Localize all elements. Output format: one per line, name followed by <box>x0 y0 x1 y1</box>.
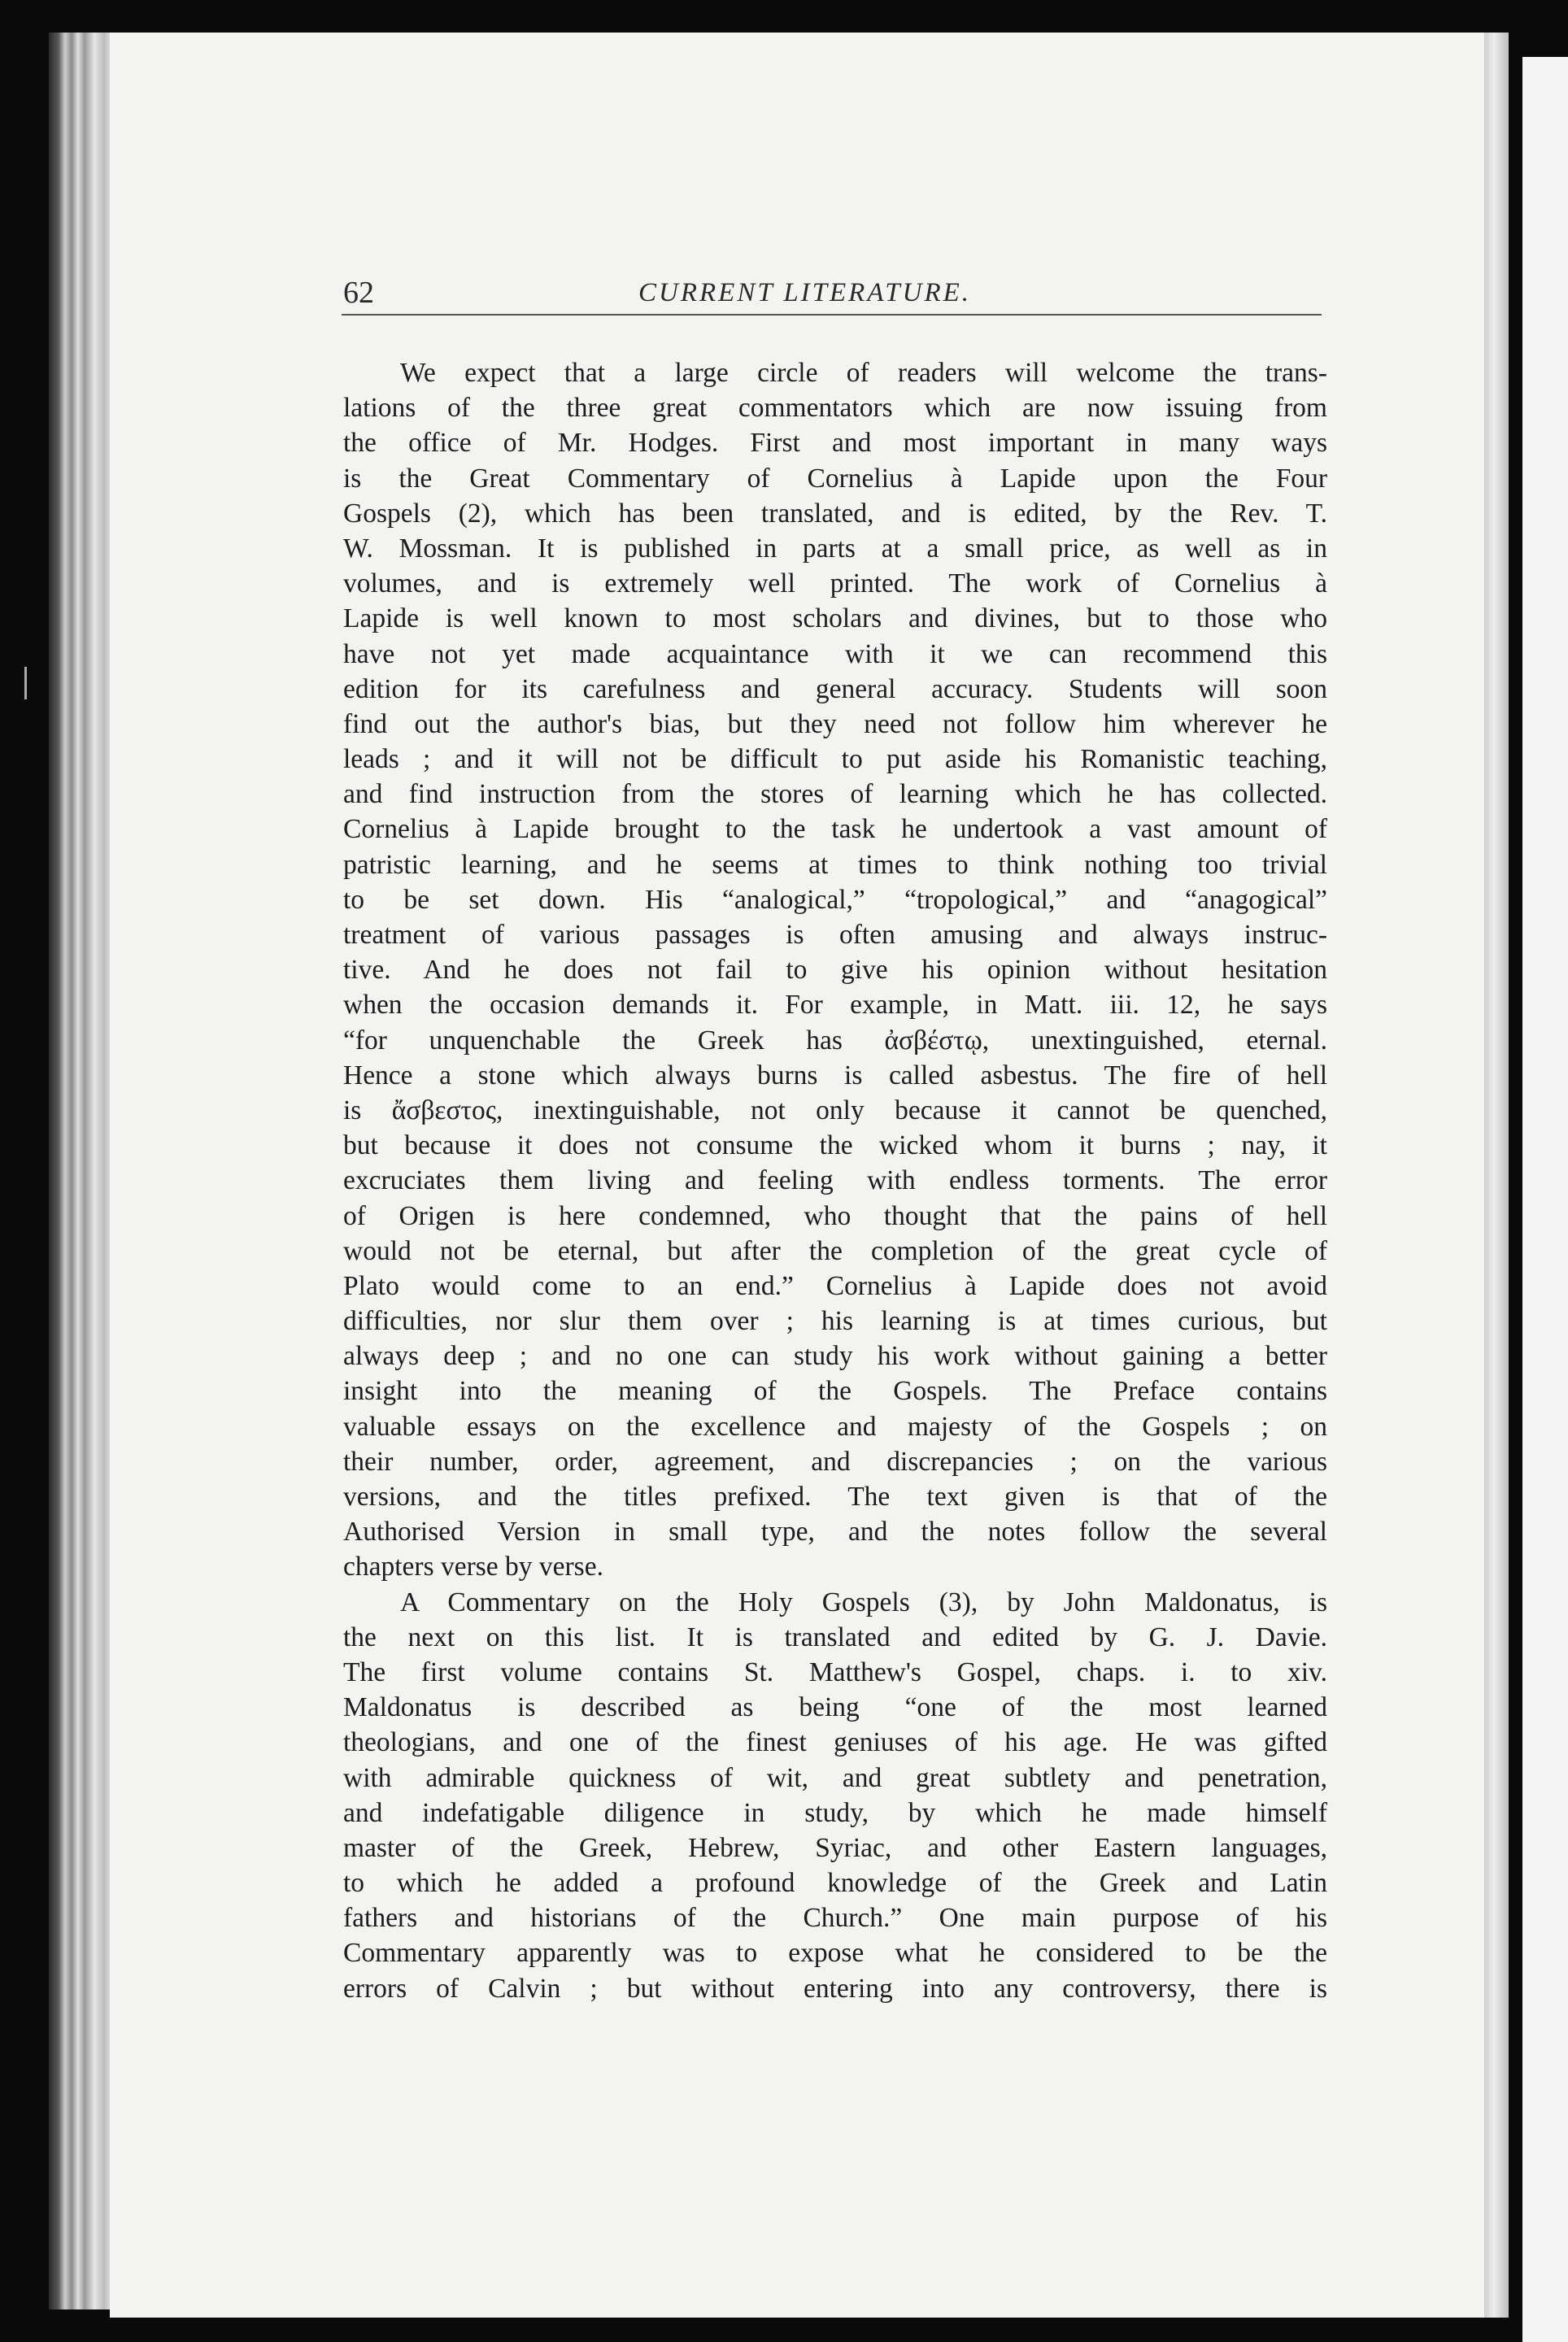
text-line: Commentary apparently was to expose what he considered to be the <box>343 1938 1327 1969</box>
text-line: would not be eternal, but after the completion of the great cycle of <box>343 1235 1327 1266</box>
text-line: “for unquenchable the Greek has ἀσβέστῳ, unextinguished, eternal. <box>343 1025 1327 1056</box>
header-rule <box>342 314 1322 316</box>
paragraph-1 <box>343 355 1327 1585</box>
text-line: the office of Mr. Hodges. First and most important in many ways <box>343 428 1327 459</box>
text-line: excruciates them living and feeling with endless torments. The error <box>343 1165 1327 1196</box>
text-line: volumes, and is extremely well printed. The work of Cornelius à <box>343 568 1327 599</box>
text-line: is ἄσβεστος, inextinguishable, not only because it cannot be quenched, <box>343 1095 1327 1125</box>
text-line: patristic learning, and he seems at times to think nothing too trivial <box>343 849 1327 880</box>
text-line: Authorised Version in small type, and the notes follow the several <box>343 1517 1327 1548</box>
running-head: CURRENT LITERATURE. <box>638 278 972 307</box>
text-line: We expect that a large circle of readers will welcome the trans- <box>400 358 1327 388</box>
text-line: the next on this list. It is translated and edited by G. J. Davie. <box>343 1622 1327 1652</box>
text-line: errors of Calvin ; but without entering into any controversy, there is <box>343 1973 1327 2004</box>
text-line: of Origen is here condemned, who thought that the pains of hell <box>343 1200 1327 1231</box>
text-line: insight into the meaning of the Gospels. The Preface contains <box>343 1376 1327 1407</box>
text-line: Maldonatus is described as being “one of the most learned <box>343 1692 1327 1723</box>
text-line: with admirable quickness of wit, and great subtlety and penetration, <box>343 1762 1327 1793</box>
text-line: have not yet made acquaintance with it we can recommend this <box>343 638 1327 669</box>
text-line: leads ; and it will not be difficult to put aside his Romanistic teaching, <box>343 744 1327 775</box>
text-line: versions, and the titles prefixed. The text given is that of the <box>343 1482 1327 1512</box>
text-line: find out the author's bias, but they need not follow him wherever he <box>343 708 1327 739</box>
page-right-edge <box>1484 33 1509 2318</box>
text-line: to which he added a profound knowledge of the Greek and Latin <box>343 1868 1327 1899</box>
text-line: and find instruction from the stores of learning which he has collected. <box>343 779 1327 810</box>
text-line: master of the Greek, Hebrew, Syriac, and other Eastern languages, <box>343 1832 1327 1863</box>
text-line: is the Great Commentary of Cornelius à Lapide upon the Four <box>343 463 1327 494</box>
text-line: Gospels (2), which has been translated, and is edited, by the Rev. T. <box>343 498 1327 529</box>
text-line: difficulties, nor slur them over ; his learning is at times curious, but <box>343 1306 1327 1337</box>
margin-mark <box>24 667 27 699</box>
paragraph-2 <box>343 1585 1327 2006</box>
text-line: their number, order, agreement, and discrepancies ; on the various <box>343 1446 1327 1477</box>
facing-page-edge <box>1522 57 1568 2342</box>
text-line: and indefatigable diligence in study, by which he made himself <box>343 1797 1327 1828</box>
text-line: Hence a stone which always burns is called asbestus. The fire of hell <box>343 1060 1327 1090</box>
text-line: chapters verse by verse. <box>343 1552 603 1582</box>
text-line: edition for its carefulness and general accuracy. Students will soon <box>343 673 1327 704</box>
page-number: 62 <box>343 276 374 310</box>
text-line: The first volume contains St. Matthew's Gospel, chaps. i. to xiv. <box>343 1656 1327 1687</box>
page-header <box>232 275 1322 316</box>
text-line: always deep ; and no one can study his work without gaining a better <box>343 1341 1327 1372</box>
book-spine-edge <box>49 33 114 2309</box>
text-line: when the occasion demands it. For example, in Matt. iii. 12, he says <box>343 990 1327 1021</box>
body-text <box>343 355 1327 2006</box>
text-line: lations of the three great commentators which are now issuing from <box>343 393 1327 424</box>
text-line: tive. And he does not fail to give his opinion without hesitation <box>343 955 1327 986</box>
text-line: fathers and historians of the Church.” One main purpose of his <box>343 1903 1327 1934</box>
text-line: but because it does not consume the wicked whom it burns ; nay, it <box>343 1130 1327 1161</box>
text-line: to be set down. His “analogical,” “tropological,” and “anagogical” <box>343 884 1327 915</box>
text-line: Lapide is well known to most scholars and divines, but to those who <box>343 603 1327 634</box>
text-line: valuable essays on the excellence and majesty of the Gospels ; on <box>343 1411 1327 1442</box>
text-line: treatment of various passages is often amusing and always instruc- <box>343 920 1327 950</box>
text-line: A Commentary on the Holy Gospels (3), by John Maldonatus, is <box>400 1587 1327 1617</box>
text-line: Cornelius à Lapide brought to the task he undertook a vast amount of <box>343 814 1327 845</box>
text-line: theologians, and one of the finest geniuses of his age. He was gifted <box>343 1727 1327 1758</box>
text-line: Plato would come to an end.” Cornelius à Lapide does not avoid <box>343 1270 1327 1301</box>
text-line: W. Mossman. It is published in parts at a small price, as well as in <box>343 533 1327 564</box>
